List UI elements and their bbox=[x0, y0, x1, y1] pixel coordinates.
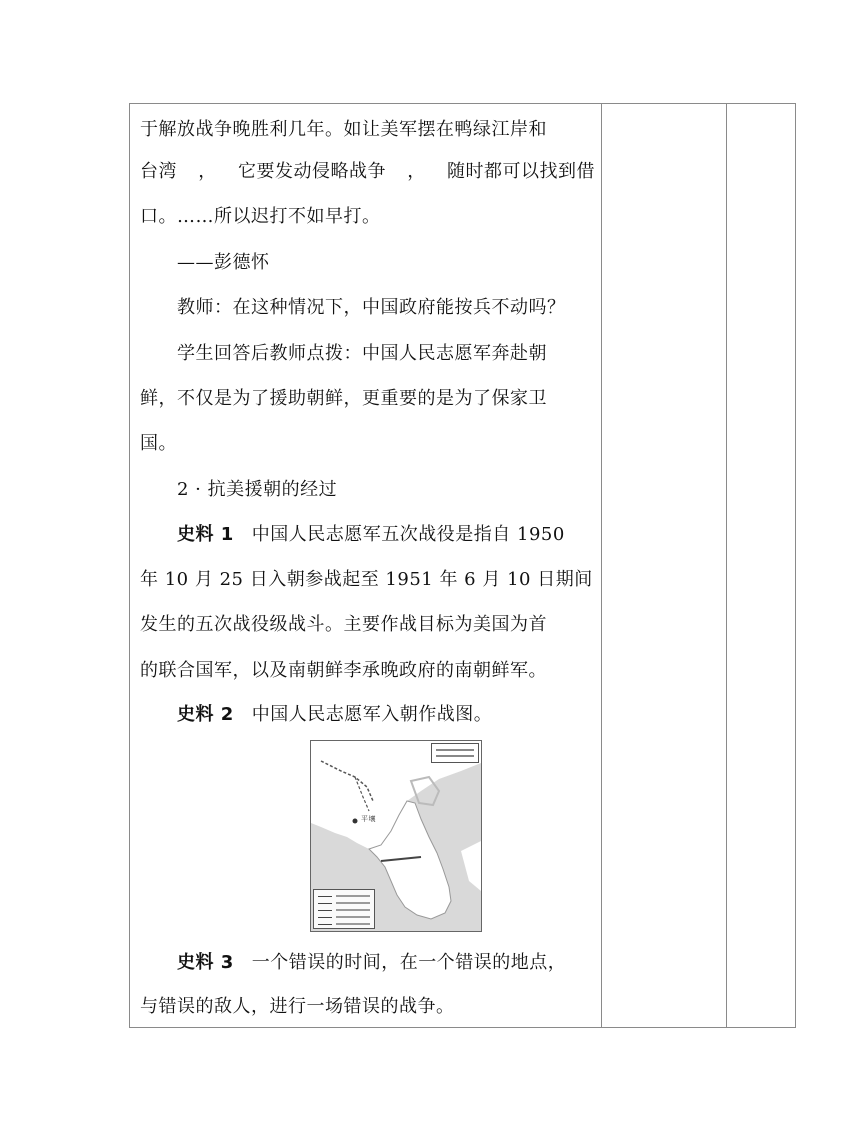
lesson-table bbox=[129, 103, 796, 1028]
text-line: 于解放战争晚胜利几年。如让美军摆在鸭绿江岸和 bbox=[140, 119, 547, 140]
source-2-line bbox=[177, 703, 492, 727]
column-divider bbox=[726, 104, 727, 1027]
text-fragment: 它要发动侵略战争 bbox=[238, 161, 386, 182]
teacher-question: 教师：在这种情况下，中国政府能按兵不动吗？ bbox=[177, 297, 566, 318]
text-line: 口。……所以迟打不如早打。 bbox=[140, 206, 381, 227]
source-text: 中国人民志愿军五次战役是指自 1950 bbox=[251, 524, 565, 545]
text-fragment: 台湾 bbox=[140, 161, 177, 182]
source-label: 史料 1 bbox=[177, 524, 234, 545]
source-1-line bbox=[177, 523, 565, 547]
text-line: 与错误的敌人，进行一场错误的战争。 bbox=[140, 996, 455, 1017]
map-title-line bbox=[436, 749, 474, 751]
text-line bbox=[140, 160, 595, 184]
column-divider bbox=[601, 104, 602, 1027]
map-title-line bbox=[436, 755, 474, 757]
source-3-line bbox=[177, 951, 566, 975]
quote-attribution: ——彭德怀 bbox=[177, 252, 270, 273]
map-place-label: 平壤 bbox=[361, 815, 376, 823]
source-text: 中国人民志愿军入朝作战图。 bbox=[251, 704, 493, 725]
section-heading: 2 · 抗美援朝的经过 bbox=[177, 479, 338, 500]
text-fragment: ， bbox=[198, 161, 217, 182]
text-line: 国。 bbox=[140, 433, 177, 454]
text-line: 发生的五次战役级战斗。主要作战目标为美国为首 bbox=[140, 614, 547, 635]
source-label: 史料 2 bbox=[177, 704, 234, 725]
war-map-image bbox=[310, 740, 482, 932]
text-line: 年 10 月 25 日入朝参战起至 1951 年 6 月 10 日期间 bbox=[140, 569, 593, 590]
source-label: 史料 3 bbox=[177, 952, 234, 973]
source-text: 一个错误的时间，在一个错误的地点， bbox=[251, 952, 567, 973]
map-title-box bbox=[431, 743, 479, 763]
text-fragment: ， bbox=[407, 161, 426, 182]
text-line: 学生回答后教师点拨：中国人民志愿军奔赴朝 bbox=[177, 343, 547, 364]
text-line: 的联合国军，以及南朝鲜李承晚政府的南朝鲜军。 bbox=[140, 660, 547, 681]
text-fragment: 随时都可以找到借 bbox=[447, 161, 595, 182]
map-legend bbox=[313, 889, 375, 929]
text-line: 鲜，不仅是为了援助朝鲜，更重要的是为了保家卫 bbox=[140, 388, 547, 409]
